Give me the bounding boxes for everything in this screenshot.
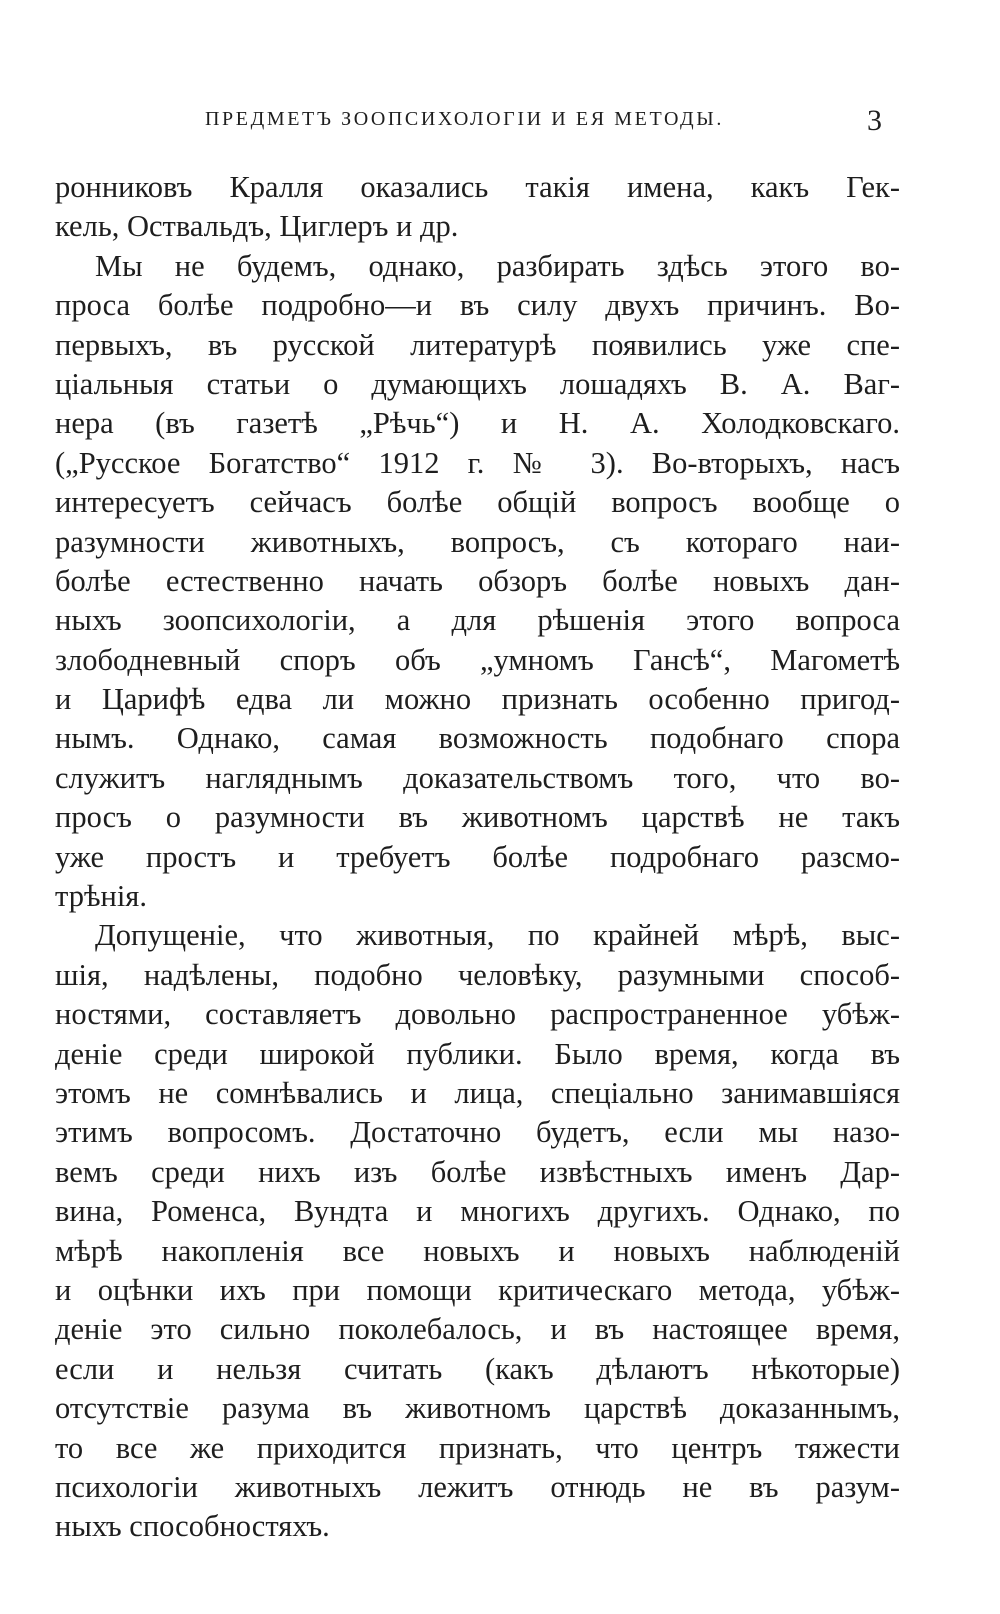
- text-line: психологіи животныхъ лежитъ отнюдь не въ разум-: [55, 1469, 900, 1504]
- text-line: уже простъ и требуетъ болѣе подробнаго разсмо-: [55, 839, 900, 874]
- text-line: трѣнія.: [55, 879, 147, 914]
- text-line: нымъ. Однако, самая возможность подобнаго спора: [55, 721, 900, 756]
- text-line: шія, надѣлены, подобно человѣку, разумными способ-: [55, 957, 900, 992]
- text-line: ныхъ способностяхъ.: [55, 1509, 330, 1544]
- text-line: этимъ вопросомъ. Достаточно будетъ, если мы назо-: [55, 1115, 900, 1150]
- text-line: Мы не будемъ, однако, разбирать здѣсь этого во-: [95, 248, 900, 283]
- text-line: болѣе естественно начать обзоръ болѣе новыхъ дан-: [55, 563, 900, 598]
- running-header: [205, 104, 882, 140]
- text-line: если и нельзя считать (какъ дѣлаютъ нѣкоторые): [55, 1351, 900, 1386]
- text-line: злободневный споръ объ „умномъ Гансѣ“, Магометѣ: [55, 642, 900, 677]
- text-line: вемъ среди нихъ изъ болѣе извѣстныхъ именъ Дар-: [55, 1154, 900, 1189]
- text-line: отсутствіе разума въ животномъ царствѣ доказаннымъ,: [55, 1391, 900, 1426]
- text-line: разумности животныхъ, вопросъ, съ котораго наи-: [55, 524, 900, 559]
- text-line: („Русское Богатство“ 1912 г. № 3). Во-вторыхъ, насъ: [55, 445, 900, 480]
- text-line: первыхъ, въ русской литературѣ появились уже спе-: [55, 327, 900, 362]
- text-line: нера (въ газетѣ „Рѣчь“) и Н. А. Холодковскаго.: [55, 406, 900, 441]
- body-text: [55, 168, 900, 1547]
- text-line: деніе среди широкой публики. Было время, когда въ: [55, 1036, 900, 1071]
- page-number: 3: [867, 104, 882, 137]
- text-line: деніе это сильно поколебалось, и въ настоящее время,: [55, 1312, 900, 1347]
- text-line: интересуетъ сейчасъ болѣе общій вопросъ вообще о: [55, 485, 900, 520]
- text-line: и оцѣнки ихъ при помощи критическаго метода, убѣж-: [55, 1272, 900, 1307]
- running-title: ПРЕДМЕТЪ ЗООПСИХОЛОГІИ И ЕЯ МЕТОДЫ.: [205, 108, 724, 130]
- text-line: ронниковъ Кралля оказались такія имена, какъ Гек-: [55, 170, 900, 204]
- text-line: просъ о разумности въ животномъ царствѣ не такъ: [55, 800, 900, 835]
- text-line: ностями, составляетъ довольно распространенное убѣж-: [55, 997, 900, 1032]
- text-line: то все же приходится признать, что центръ тяжести: [55, 1430, 900, 1465]
- text-line: Допущеніе, что животныя, по крайней мѣрѣ, выс-: [95, 918, 900, 953]
- text-line: и Царифѣ едва ли можно признать особенно пригод-: [55, 682, 900, 717]
- text-line: ціальныя статьи о думающихъ лошадяхъ В. А. Ваг-: [55, 366, 900, 401]
- text-line: проса болѣе подробно—и въ силу двухъ причинъ. Во-: [55, 288, 900, 323]
- text-line: мѣрѣ накопленія все новыхъ и новыхъ наблюденій: [55, 1233, 900, 1268]
- text-line: вина, Роменса, Вундта и многихъ другихъ. Однако, по: [55, 1194, 900, 1229]
- text-line: ныхъ зоопсихологіи, а для рѣшенія этого вопроса: [55, 603, 900, 638]
- text-line: этомъ не сомнѣвались и лица, спеціально занимавшіяся: [55, 1075, 900, 1110]
- text-line: кель, Оствальдъ, Циглеръ и др.: [55, 209, 459, 244]
- text-line: служитъ нагляднымъ доказательствомъ того, что во-: [55, 760, 900, 795]
